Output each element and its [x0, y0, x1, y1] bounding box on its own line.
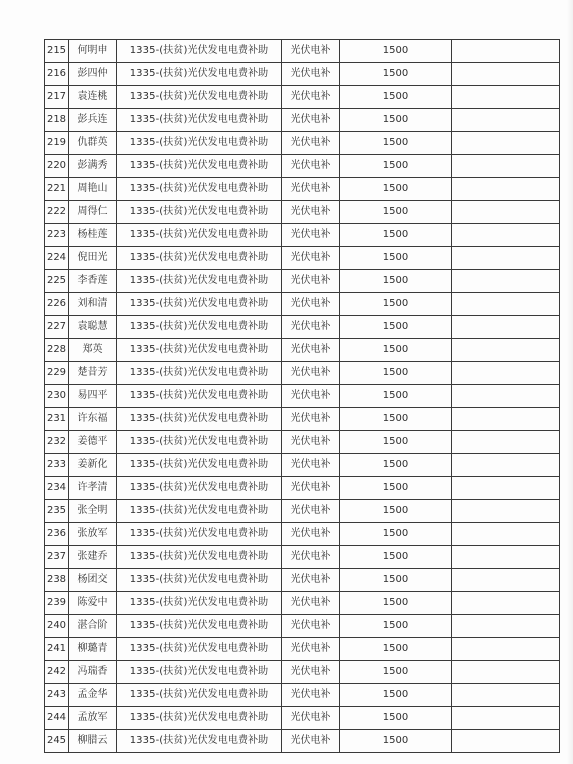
- recipient-name-cell: 杨桂莲: [69, 224, 117, 247]
- table-row: [45, 408, 560, 431]
- row-number-cell: 227: [45, 316, 69, 339]
- remarks-cell: [452, 201, 560, 224]
- row-number-cell: 239: [45, 592, 69, 615]
- row-number-cell: 215: [45, 40, 69, 63]
- subsidy-type-cell: 光伏电补: [282, 730, 340, 753]
- amount-cell: 1500: [340, 569, 452, 592]
- table-row: [45, 109, 560, 132]
- amount-cell: 1500: [340, 385, 452, 408]
- row-number-cell: 218: [45, 109, 69, 132]
- subsidy-type-cell: 光伏电补: [282, 40, 340, 63]
- amount-cell: 1500: [340, 477, 452, 500]
- table-row: [45, 224, 560, 247]
- subsidy-type-cell: 光伏电补: [282, 477, 340, 500]
- row-number-cell: 242: [45, 661, 69, 684]
- subsidy-type-cell: 光伏电补: [282, 592, 340, 615]
- table-row: [45, 638, 560, 661]
- recipient-name-cell: 孟放军: [69, 707, 117, 730]
- table-row: [45, 684, 560, 707]
- subsidy-type-cell: 光伏电补: [282, 546, 340, 569]
- subsidy-type-cell: 光伏电补: [282, 431, 340, 454]
- subsidy-type-cell: 光伏电补: [282, 316, 340, 339]
- remarks-cell: [452, 178, 560, 201]
- row-number-cell: 236: [45, 523, 69, 546]
- subsidy-type-cell: 光伏电补: [282, 661, 340, 684]
- recipient-name-cell: 袁连桃: [69, 86, 117, 109]
- subsidy-item-cell: 1335-(扶贫)光伏发电电费补助: [117, 707, 282, 730]
- recipient-name-cell: 彭兵连: [69, 109, 117, 132]
- remarks-cell: [452, 707, 560, 730]
- subsidy-type-cell: 光伏电补: [282, 293, 340, 316]
- recipient-name-cell: 许东福: [69, 408, 117, 431]
- table-row: [45, 592, 560, 615]
- recipient-name-cell: 柳璐青: [69, 638, 117, 661]
- amount-cell: 1500: [340, 661, 452, 684]
- remarks-cell: [452, 500, 560, 523]
- subsidy-type-cell: 光伏电补: [282, 247, 340, 270]
- row-number-cell: 230: [45, 385, 69, 408]
- subsidy-item-cell: 1335-(扶贫)光伏发电电费补助: [117, 661, 282, 684]
- recipient-name-cell: 何明申: [69, 40, 117, 63]
- row-number-cell: 240: [45, 615, 69, 638]
- row-number-cell: 226: [45, 293, 69, 316]
- amount-cell: 1500: [340, 362, 452, 385]
- recipient-name-cell: 郑英: [69, 339, 117, 362]
- subsidy-item-cell: 1335-(扶贫)光伏发电电费补助: [117, 569, 282, 592]
- subsidy-type-cell: 光伏电补: [282, 362, 340, 385]
- recipient-name-cell: 孟金华: [69, 684, 117, 707]
- recipient-name-cell: 彭四仲: [69, 63, 117, 86]
- remarks-cell: [452, 86, 560, 109]
- subsidy-item-cell: 1335-(扶贫)光伏发电电费补助: [117, 615, 282, 638]
- amount-cell: 1500: [340, 155, 452, 178]
- row-number-cell: 217: [45, 86, 69, 109]
- subsidy-type-cell: 光伏电补: [282, 63, 340, 86]
- amount-cell: 1500: [340, 615, 452, 638]
- subsidy-type-cell: 光伏电补: [282, 569, 340, 592]
- remarks-cell: [452, 730, 560, 753]
- subsidy-item-cell: 1335-(扶贫)光伏发电电费补助: [117, 270, 282, 293]
- recipient-name-cell: 柳腊云: [69, 730, 117, 753]
- page-edge-shadow: [567, 0, 573, 764]
- subsidy-item-cell: 1335-(扶贫)光伏发电电费补助: [117, 385, 282, 408]
- amount-cell: 1500: [340, 408, 452, 431]
- remarks-cell: [452, 615, 560, 638]
- remarks-cell: [452, 224, 560, 247]
- table-row: [45, 707, 560, 730]
- amount-cell: 1500: [340, 316, 452, 339]
- recipient-name-cell: 周得仁: [69, 201, 117, 224]
- remarks-cell: [452, 362, 560, 385]
- table-row: [45, 431, 560, 454]
- row-number-cell: 228: [45, 339, 69, 362]
- amount-cell: 1500: [340, 546, 452, 569]
- recipient-name-cell: 仇群英: [69, 132, 117, 155]
- subsidy-type-cell: 光伏电补: [282, 109, 340, 132]
- amount-cell: 1500: [340, 684, 452, 707]
- remarks-cell: [452, 247, 560, 270]
- table-row: [45, 155, 560, 178]
- subsidy-item-cell: 1335-(扶贫)光伏发电电费补助: [117, 178, 282, 201]
- recipient-name-cell: 楚昔芳: [69, 362, 117, 385]
- remarks-cell: [452, 638, 560, 661]
- amount-cell: 1500: [340, 454, 452, 477]
- table-row: [45, 385, 560, 408]
- recipient-name-cell: 杨团交: [69, 569, 117, 592]
- subsidy-item-cell: 1335-(扶贫)光伏发电电费补助: [117, 293, 282, 316]
- amount-cell: 1500: [340, 201, 452, 224]
- recipient-name-cell: 冯瑞香: [69, 661, 117, 684]
- table-row: [45, 569, 560, 592]
- subsidy-type-cell: 光伏电补: [282, 201, 340, 224]
- remarks-cell: [452, 546, 560, 569]
- subsidy-item-cell: 1335-(扶贫)光伏发电电费补助: [117, 546, 282, 569]
- subsidy-type-cell: 光伏电补: [282, 684, 340, 707]
- recipient-name-cell: 刘和清: [69, 293, 117, 316]
- remarks-cell: [452, 523, 560, 546]
- table-row: [45, 86, 560, 109]
- amount-cell: 1500: [340, 431, 452, 454]
- subsidy-item-cell: 1335-(扶贫)光伏发电电费补助: [117, 86, 282, 109]
- subsidy-type-cell: 光伏电补: [282, 86, 340, 109]
- table-row: [45, 730, 560, 753]
- amount-cell: 1500: [340, 178, 452, 201]
- recipient-name-cell: 袁聪慧: [69, 316, 117, 339]
- recipient-name-cell: 易四平: [69, 385, 117, 408]
- table-row: [45, 661, 560, 684]
- row-number-cell: 231: [45, 408, 69, 431]
- subsidy-item-cell: 1335-(扶贫)光伏发电电费补助: [117, 63, 282, 86]
- remarks-cell: [452, 132, 560, 155]
- subsidy-item-cell: 1335-(扶贫)光伏发电电费补助: [117, 362, 282, 385]
- amount-cell: 1500: [340, 339, 452, 362]
- table-row: [45, 454, 560, 477]
- table-row: [45, 546, 560, 569]
- row-number-cell: 221: [45, 178, 69, 201]
- row-number-cell: 219: [45, 132, 69, 155]
- remarks-cell: [452, 385, 560, 408]
- remarks-cell: [452, 339, 560, 362]
- remarks-cell: [452, 569, 560, 592]
- subsidy-item-cell: 1335-(扶贫)光伏发电电费补助: [117, 454, 282, 477]
- recipient-name-cell: 彭满秀: [69, 155, 117, 178]
- subsidy-item-cell: 1335-(扶贫)光伏发电电费补助: [117, 730, 282, 753]
- recipient-name-cell: 张放军: [69, 523, 117, 546]
- row-number-cell: 235: [45, 500, 69, 523]
- table-row: [45, 63, 560, 86]
- remarks-cell: [452, 316, 560, 339]
- row-number-cell: 222: [45, 201, 69, 224]
- subsidy-type-cell: 光伏电补: [282, 339, 340, 362]
- recipient-name-cell: 湛合阶: [69, 615, 117, 638]
- row-number-cell: 216: [45, 63, 69, 86]
- amount-cell: 1500: [340, 86, 452, 109]
- table-row: [45, 178, 560, 201]
- subsidy-item-cell: 1335-(扶贫)光伏发电电费补助: [117, 500, 282, 523]
- row-number-cell: 225: [45, 270, 69, 293]
- subsidy-item-cell: 1335-(扶贫)光伏发电电费补助: [117, 684, 282, 707]
- remarks-cell: [452, 109, 560, 132]
- amount-cell: 1500: [340, 730, 452, 753]
- table-row: [45, 40, 560, 63]
- recipient-name-cell: 陈爱中: [69, 592, 117, 615]
- subsidy-type-cell: 光伏电补: [282, 178, 340, 201]
- amount-cell: 1500: [340, 224, 452, 247]
- amount-cell: 1500: [340, 592, 452, 615]
- subsidy-type-cell: 光伏电补: [282, 224, 340, 247]
- subsidy-type-cell: 光伏电补: [282, 615, 340, 638]
- row-number-cell: 245: [45, 730, 69, 753]
- subsidy-type-cell: 光伏电补: [282, 638, 340, 661]
- table-row: [45, 201, 560, 224]
- row-number-cell: 233: [45, 454, 69, 477]
- row-number-cell: 229: [45, 362, 69, 385]
- amount-cell: 1500: [340, 40, 452, 63]
- subsidy-item-cell: 1335-(扶贫)光伏发电电费补助: [117, 477, 282, 500]
- recipient-name-cell: 倪田光: [69, 247, 117, 270]
- remarks-cell: [452, 293, 560, 316]
- amount-cell: 1500: [340, 293, 452, 316]
- subsidy-item-cell: 1335-(扶贫)光伏发电电费补助: [117, 408, 282, 431]
- subsidy-item-cell: 1335-(扶贫)光伏发电电费补助: [117, 132, 282, 155]
- subsidy-item-cell: 1335-(扶贫)光伏发电电费补助: [117, 592, 282, 615]
- subsidy-type-cell: 光伏电补: [282, 454, 340, 477]
- remarks-cell: [452, 40, 560, 63]
- subsidy-type-cell: 光伏电补: [282, 132, 340, 155]
- subsidy-table-body: [45, 40, 560, 753]
- amount-cell: 1500: [340, 109, 452, 132]
- row-number-cell: 223: [45, 224, 69, 247]
- remarks-cell: [452, 431, 560, 454]
- subsidy-type-cell: 光伏电补: [282, 155, 340, 178]
- row-number-cell: 238: [45, 569, 69, 592]
- row-number-cell: 234: [45, 477, 69, 500]
- subsidy-item-cell: 1335-(扶贫)光伏发电电费补助: [117, 201, 282, 224]
- subsidy-type-cell: 光伏电补: [282, 408, 340, 431]
- subsidy-item-cell: 1335-(扶贫)光伏发电电费补助: [117, 155, 282, 178]
- remarks-cell: [452, 63, 560, 86]
- row-number-cell: 232: [45, 431, 69, 454]
- table-row: [45, 316, 560, 339]
- table-row: [45, 270, 560, 293]
- subsidy-type-cell: 光伏电补: [282, 385, 340, 408]
- subsidy-type-cell: 光伏电补: [282, 523, 340, 546]
- subsidy-item-cell: 1335-(扶贫)光伏发电电费补助: [117, 224, 282, 247]
- recipient-name-cell: 张全明: [69, 500, 117, 523]
- subsidy-item-cell: 1335-(扶贫)光伏发电电费补助: [117, 339, 282, 362]
- subsidy-item-cell: 1335-(扶贫)光伏发电电费补助: [117, 109, 282, 132]
- recipient-name-cell: 姜德平: [69, 431, 117, 454]
- remarks-cell: [452, 661, 560, 684]
- row-number-cell: 224: [45, 247, 69, 270]
- recipient-name-cell: 许孝清: [69, 477, 117, 500]
- remarks-cell: [452, 477, 560, 500]
- amount-cell: 1500: [340, 63, 452, 86]
- table-row: [45, 132, 560, 155]
- subsidy-type-cell: 光伏电补: [282, 707, 340, 730]
- subsidy-item-cell: 1335-(扶贫)光伏发电电费补助: [117, 316, 282, 339]
- table-row: [45, 293, 560, 316]
- subsidy-type-cell: 光伏电补: [282, 500, 340, 523]
- recipient-name-cell: 李香莲: [69, 270, 117, 293]
- recipient-name-cell: 周艳山: [69, 178, 117, 201]
- row-number-cell: 241: [45, 638, 69, 661]
- amount-cell: 1500: [340, 500, 452, 523]
- table-row: [45, 477, 560, 500]
- row-number-cell: 243: [45, 684, 69, 707]
- amount-cell: 1500: [340, 270, 452, 293]
- table-row: [45, 362, 560, 385]
- remarks-cell: [452, 684, 560, 707]
- row-number-cell: 237: [45, 546, 69, 569]
- remarks-cell: [452, 270, 560, 293]
- amount-cell: 1500: [340, 523, 452, 546]
- recipient-name-cell: 姜新化: [69, 454, 117, 477]
- table-row: [45, 500, 560, 523]
- remarks-cell: [452, 155, 560, 178]
- table-row: [45, 523, 560, 546]
- recipient-name-cell: 张建乔: [69, 546, 117, 569]
- subsidy-type-cell: 光伏电补: [282, 270, 340, 293]
- row-number-cell: 244: [45, 707, 69, 730]
- subsidy-item-cell: 1335-(扶贫)光伏发电电费补助: [117, 40, 282, 63]
- row-number-cell: 220: [45, 155, 69, 178]
- amount-cell: 1500: [340, 132, 452, 155]
- remarks-cell: [452, 408, 560, 431]
- subsidy-table: [44, 39, 560, 753]
- subsidy-item-cell: 1335-(扶贫)光伏发电电费补助: [117, 523, 282, 546]
- subsidy-item-cell: 1335-(扶贫)光伏发电电费补助: [117, 638, 282, 661]
- table-row: [45, 615, 560, 638]
- amount-cell: 1500: [340, 247, 452, 270]
- remarks-cell: [452, 454, 560, 477]
- remarks-cell: [452, 592, 560, 615]
- amount-cell: 1500: [340, 638, 452, 661]
- amount-cell: 1500: [340, 707, 452, 730]
- subsidy-item-cell: 1335-(扶贫)光伏发电电费补助: [117, 431, 282, 454]
- table-row: [45, 247, 560, 270]
- subsidy-item-cell: 1335-(扶贫)光伏发电电费补助: [117, 247, 282, 270]
- table-row: [45, 339, 560, 362]
